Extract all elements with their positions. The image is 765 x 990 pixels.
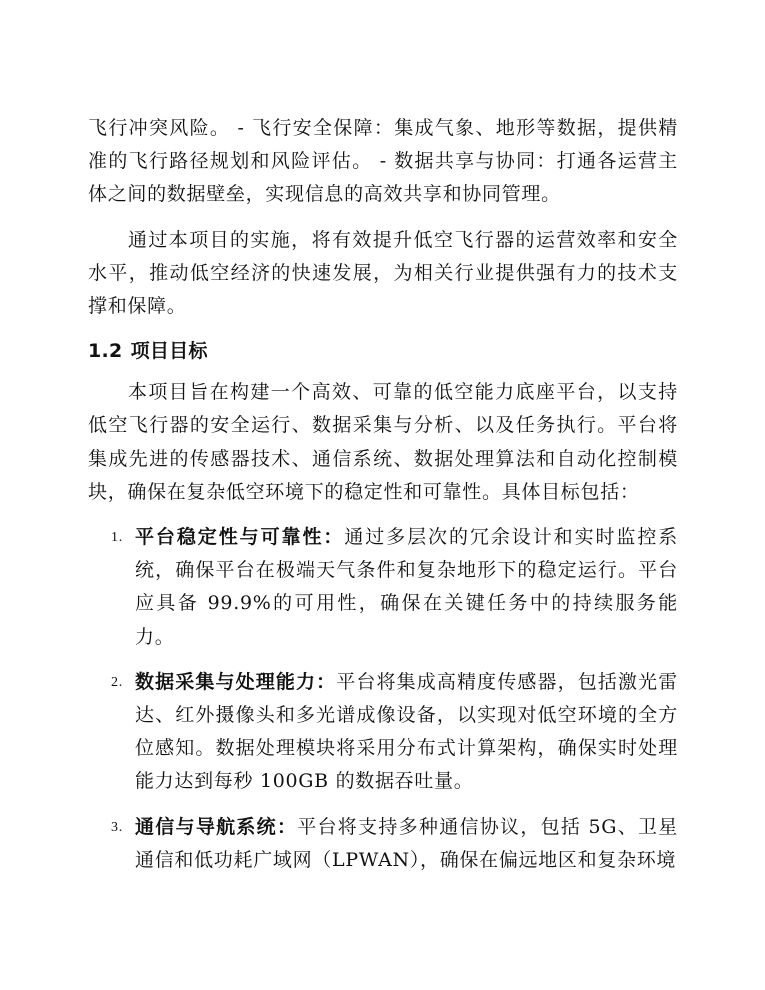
list-item-text: 平台将集成高精度传感器，包括激光雷达、红外摄像头和多光谱成像设备，以实现对低空环境的全方位感知。数据处理模块将采用分布式计算架构，确保实时处理能力达到每秒 100GB 的数据吞吐量。: [135, 670, 678, 793]
list-item-marker: 1.: [111, 530, 123, 546]
list-item-term: 平台稳定性与可靠性：: [135, 526, 345, 549]
list-item-term: 数据采集与处理能力：: [135, 670, 337, 693]
paragraph-project-impact: 通过本项目的实施，将有效提升低空飞行器的运营效率和安全水平，推动低空经济的快速发展，为相关行业提供强有力的技术支撑和保障。: [88, 228, 678, 318]
list-item-marker: 2.: [111, 674, 123, 690]
list-item-text: 平台将支持多种通信协议，包括 5G、卫星通信和低功耗广域网（LPWAN），确保在偏远地区和复杂环境: [135, 815, 678, 871]
section-title: 项目目标: [130, 340, 208, 363]
list-item: [88, 666, 678, 799]
list-item-term: 通信与导航系统：: [135, 815, 298, 838]
list-item-marker: 3.: [111, 819, 123, 835]
section-number: 1.2: [88, 340, 123, 363]
goals-list: [88, 521, 678, 877]
page-content: [88, 112, 678, 889]
paragraph-project-goal-intro: 本项目旨在构建一个高效、可靠的低空能力底座平台，以支持低空飞行器的安全运行、数据采集与分析、以及任务执行。平台将集成先进的传感器技术、通信系统、数据处理算法和自动化控制模块，确保在复杂低空环境下的稳定性和可靠性。具体目标包括：: [88, 381, 678, 503]
paragraph-risk-list: 飞行冲突风险。 - 飞行安全保障：集成气象、地形等数据，提供精准的飞行路径规划和风险评估。 - 数据共享与协同：打通各运营主体之间的数据壁垒，实现信息的高效共享和协同管理。: [88, 117, 678, 206]
list-item: [88, 811, 678, 877]
list-item-text: 通过多层次的冗余设计和实时监控系统，确保平台在极端天气条件和复杂地形下的稳定运行。平台应具备 99.9%的可用性，确保在关键任务中的持续服务能力。: [135, 526, 678, 648]
list-item: [88, 521, 678, 654]
section-heading: [88, 338, 678, 364]
